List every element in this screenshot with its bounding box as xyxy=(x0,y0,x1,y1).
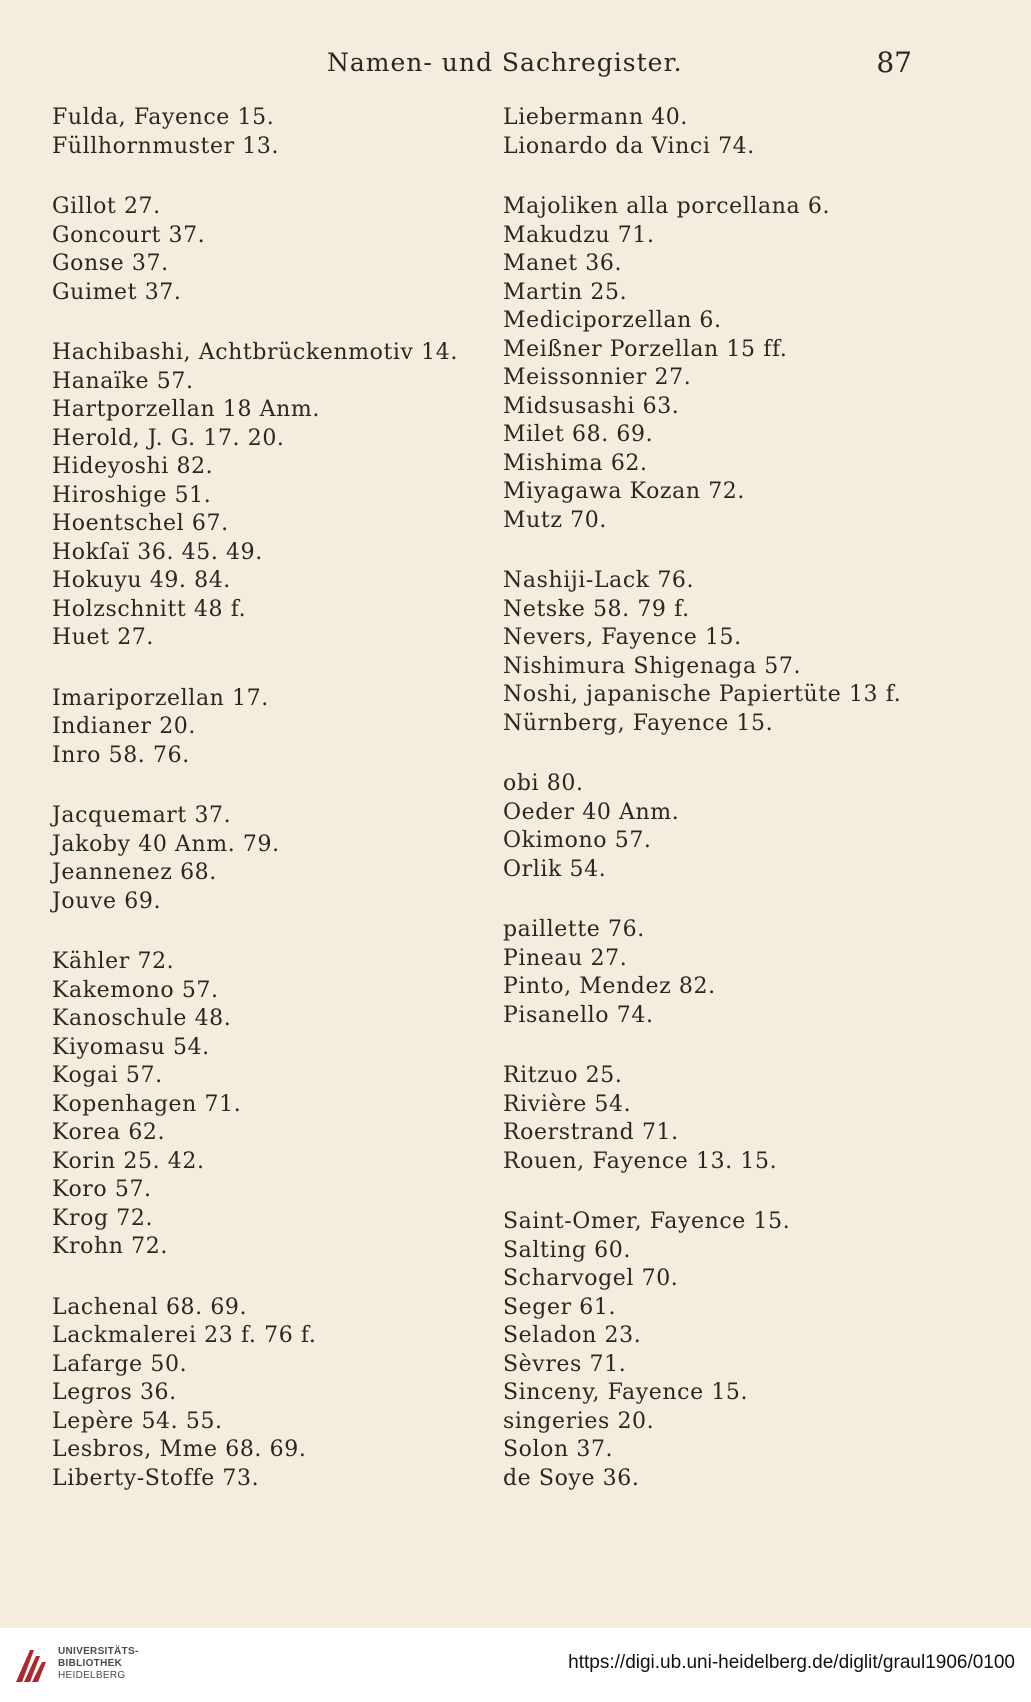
index-entry: Seger 61. xyxy=(503,1294,617,1320)
index-entry: Hiroshige 51. xyxy=(52,482,212,508)
index-entry: Lepère 54. 55. xyxy=(52,1408,223,1434)
index-entry: Holzschnitt 48 f. xyxy=(52,596,247,622)
index-entry: Hartporzellan 18 Anm. xyxy=(52,397,320,422)
index-entry: Noshi, japanische Papiertüte 13 f. xyxy=(503,682,902,707)
index-entry: paillette 76. xyxy=(503,917,645,942)
index-letter-group xyxy=(52,339,482,653)
index-entry: Roerstrand 71. xyxy=(503,1120,679,1145)
university-library-logo-icon xyxy=(12,1646,50,1686)
index-letter-group xyxy=(503,567,943,738)
index-entry: Nashiji-Lack 76. xyxy=(503,568,695,593)
index-letter-group xyxy=(52,802,482,916)
index-entry: Liebermann 40. xyxy=(503,105,688,130)
index-letter-group xyxy=(503,916,943,1030)
index-letter-group xyxy=(52,104,482,161)
index-entry: Lesbros, Mme 68. 69. xyxy=(52,1437,307,1462)
index-entry: Pisanello 74. xyxy=(503,1002,654,1028)
index-entry: Jouve 69. xyxy=(52,888,162,914)
index-letter-group xyxy=(52,193,482,307)
index-entry: Miyagawa Kozan 72. xyxy=(503,479,745,504)
index-entry: Milet 68. 69. xyxy=(503,422,654,447)
index-letter-group xyxy=(503,1062,943,1176)
index-entry: Hachibashi, Achtbrückenmotiv 14. xyxy=(52,340,458,365)
page-header xyxy=(52,48,912,82)
index-entry: Nevers, Fayence 15. xyxy=(503,625,742,650)
index-entry: Goncourt 37. xyxy=(52,222,206,248)
index-entry: de Soye 36. xyxy=(503,1465,640,1491)
index-entry: Okimono 57. xyxy=(503,828,652,853)
index-entry: Gillot 27. xyxy=(52,194,161,219)
index-entry: Pineau 27. xyxy=(503,945,628,971)
index-entry: Kähler 72. xyxy=(52,949,175,974)
index-letter-group xyxy=(503,770,943,884)
index-entry: Lionardo da Vinci 74. xyxy=(503,133,755,159)
index-entry: Krog 72. xyxy=(52,1205,154,1231)
index-entry: Guimet 37. xyxy=(52,279,182,305)
index-letter-group xyxy=(503,1208,943,1493)
index-entry: singeries 20. xyxy=(503,1408,655,1434)
index-entry: Füllhornmuster 13. xyxy=(52,133,280,159)
index-entry: Oeder 40 Anm. xyxy=(503,799,680,825)
index-letter-group xyxy=(503,104,943,161)
index-entry: Hokſaï 36. 45. 49. xyxy=(52,539,263,565)
index-entry: Korin 25. 42. xyxy=(52,1148,205,1174)
index-entry: Solon 37. xyxy=(503,1437,614,1462)
index-entry: Krohn 72. xyxy=(52,1234,168,1259)
index-entry: Majoliken alla porcellana 6. xyxy=(503,194,831,219)
index-entry: Orlik 54. xyxy=(503,856,607,882)
library-name-line-1: UNIVERSITÄTS- xyxy=(58,1646,139,1657)
index-column-right xyxy=(503,104,943,1525)
index-entry: Makudzu 71. xyxy=(503,222,655,248)
index-column-left xyxy=(52,104,482,1525)
index-entry: Kopenhagen 71. xyxy=(52,1091,242,1117)
index-entry: Midsusashi 63. xyxy=(503,393,680,419)
index-entry: Seladon 23. xyxy=(503,1323,642,1348)
library-name-line-3: HEIDELBERG xyxy=(58,1670,126,1681)
index-entry: Koro 57. xyxy=(52,1177,152,1202)
index-entry: Hokuyu 49. 84. xyxy=(52,568,231,593)
index-entry: Indianer 20. xyxy=(52,714,196,739)
index-entry: Meissonnier 27. xyxy=(503,365,692,390)
index-letter-group xyxy=(503,193,943,535)
index-entry: Scharvogel 70. xyxy=(503,1266,679,1291)
running-title: Namen- und Sachregister. xyxy=(327,48,683,77)
index-entry: Liberty-Stoffe 73. xyxy=(52,1465,260,1491)
index-entry: Huet 27. xyxy=(52,625,154,650)
index-entry: Mutz 70. xyxy=(503,507,607,533)
index-entry: Kogai 57. xyxy=(52,1063,163,1088)
index-entry: Lafarge 50. xyxy=(52,1351,188,1377)
index-entry: Legros 36. xyxy=(52,1380,177,1405)
index-entry: Hoentschel 67. xyxy=(52,511,229,536)
index-entry: Lackmalerei 23 f. 76 f. xyxy=(52,1323,317,1348)
viewer-footer xyxy=(0,1628,1031,1702)
index-entry: Saint-Omer, Fayence 15. xyxy=(503,1209,791,1234)
index-entry: Rouen, Fayence 13. 15. xyxy=(503,1148,778,1174)
index-letter-group xyxy=(52,1294,482,1494)
index-entry: Mediciporzellan 6. xyxy=(503,308,722,333)
index-entry: Nishimura Shigenaga 57. xyxy=(503,653,802,679)
index-entry: Jakoby 40 Anm. 79. xyxy=(52,831,280,857)
index-entry: Mishima 62. xyxy=(503,450,648,476)
index-entry: Netske 58. 79 f. xyxy=(503,596,690,622)
index-entry: Salting 60. xyxy=(503,1237,631,1263)
index-entry: Ritzuo 25. xyxy=(503,1063,623,1088)
index-entry: Korea 62. xyxy=(52,1120,166,1145)
index-entry: Inro 58. 76. xyxy=(52,742,190,768)
index-entry: Jeannenez 68. xyxy=(52,860,217,885)
index-entry: Sèvres 71. xyxy=(503,1351,627,1377)
index-entry: Pinto, Mendez 82. xyxy=(503,974,716,999)
index-letter-group xyxy=(52,948,482,1262)
permalink-url[interactable]: https://digi.ub.uni-heidelberg.de/diglit/graul1906/0100 xyxy=(568,1652,1015,1673)
index-entry: Kiyomasu 54. xyxy=(52,1034,210,1060)
index-entry: Lachenal 68. 69. xyxy=(52,1294,248,1320)
library-name-line-2: BIBLIOTHEK xyxy=(58,1658,123,1669)
index-entry: Kanoschule 48. xyxy=(52,1006,232,1031)
index-entry: Gonse 37. xyxy=(52,251,169,276)
index-entry: Meißner Porzellan 15 ff. xyxy=(503,336,788,362)
index-entry: Jacquemart 37. xyxy=(52,803,232,828)
index-entry: Manet 36. xyxy=(503,251,623,276)
index-entry: Hanaïke 57. xyxy=(52,368,194,394)
index-entry: Hideyoshi 82. xyxy=(52,454,214,479)
index-entry: Fulda, Fayence 15. xyxy=(52,105,275,130)
index-entry: Rivière 54. xyxy=(503,1091,632,1117)
index-entry: Martin 25. xyxy=(503,279,628,305)
index-entry: Herold, J. G. 17. 20. xyxy=(52,425,285,451)
index-entry: Kakemono 57. xyxy=(52,977,219,1003)
library-name xyxy=(58,1646,139,1682)
index-entry: Imariporzellan 17. xyxy=(52,685,269,711)
index-entry: Sinceny, Fayence 15. xyxy=(503,1380,749,1405)
page-number: 87 xyxy=(876,46,912,79)
index-letter-group xyxy=(52,685,482,771)
index-entry: Nürnberg, Fayence 15. xyxy=(503,710,774,736)
index-entry: obi 80. xyxy=(503,771,584,796)
